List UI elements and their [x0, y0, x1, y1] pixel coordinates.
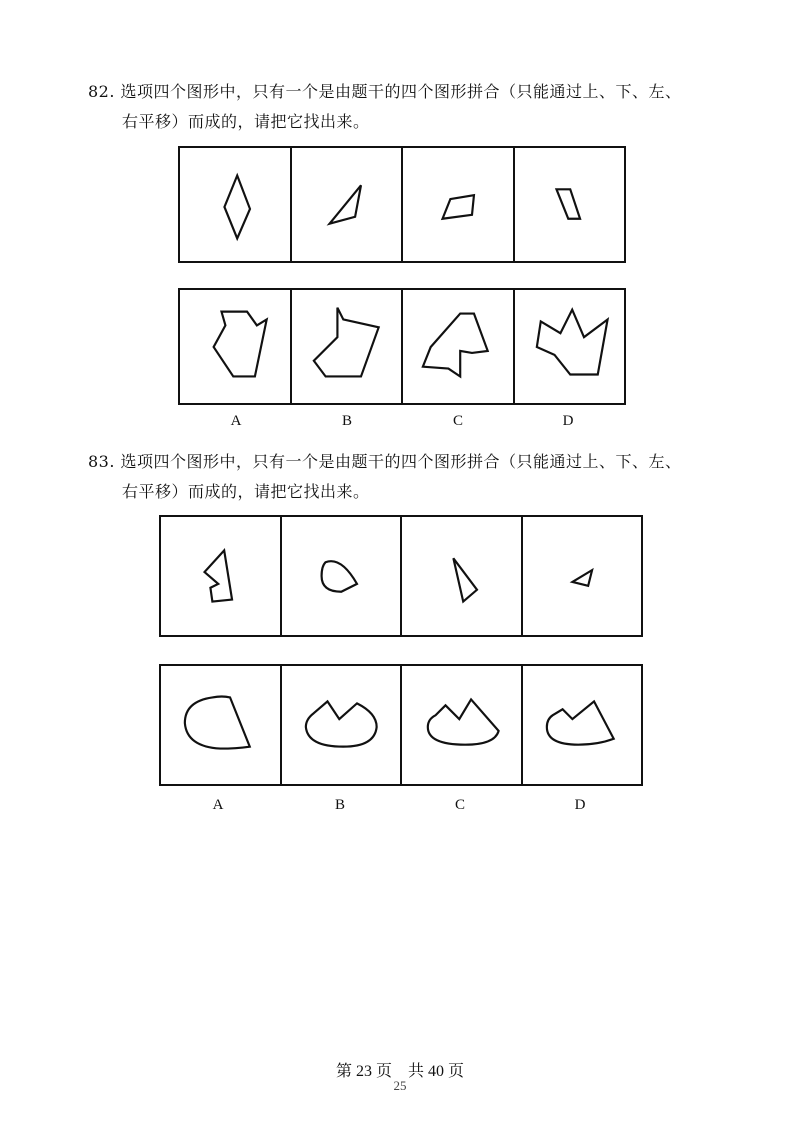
q83-option-label-c: C [454, 797, 465, 813]
q82-option-c-figure[interactable] [403, 290, 515, 403]
polygon-shape [214, 312, 267, 377]
triangle-shape [329, 185, 360, 223]
page-number: 25 [393, 1078, 407, 1093]
q82-stem-row [178, 146, 626, 263]
rhombus-shape [224, 176, 250, 239]
q82-option-label-a: A [230, 413, 242, 429]
q83-option-label-b: B [334, 797, 345, 813]
q83-option-label-a: A [212, 797, 224, 813]
q83-option-c-figure[interactable] [402, 666, 523, 784]
q82-option-b-figure[interactable] [292, 290, 404, 403]
irregular-shape [205, 550, 233, 601]
q83-option-d-figure[interactable] [523, 666, 642, 784]
q83-stem-figure-1 [161, 517, 282, 635]
notched-blob-shape [428, 699, 499, 744]
quadrilateral-shape [443, 195, 474, 219]
q83-stem-figure-3 [402, 517, 523, 635]
q82-stem-figure-3 [403, 148, 515, 261]
question-83-line1: 选项四个图形中，只有一个是由题干的四个图形拼合（只能通过上、下、左、 [120, 452, 682, 471]
q82-option-label-b: B [341, 413, 352, 429]
q83-stem-figure-4 [523, 517, 642, 635]
q83-option-label-d: D [574, 797, 586, 813]
q82-stem-figure-2 [292, 148, 404, 261]
question-82-text [88, 77, 728, 137]
q82-option-label-c: C [452, 413, 463, 429]
parallelogram-shape [556, 189, 580, 218]
polygon-shape [423, 314, 488, 377]
question-83-number: 83. [88, 452, 115, 471]
q82-option-a-figure[interactable] [180, 290, 292, 403]
q82-stem-figure-1 [180, 148, 292, 261]
question-82-line2: 右平移）而成的，请把它找出来。 [122, 112, 370, 131]
q83-option-a-figure[interactable] [161, 666, 282, 784]
sector-blob-shape [185, 696, 250, 748]
polygon-shape [313, 308, 378, 377]
q83-options-row [159, 664, 643, 786]
fan-shape [321, 561, 356, 592]
q82-stem-figure-4 [515, 148, 625, 261]
triangle-shape [453, 558, 477, 601]
q83-stem-figure-2 [282, 517, 403, 635]
q83-option-b-figure[interactable] [282, 666, 403, 784]
question-82-line1: 选项四个图形中，只有一个是由题干的四个图形拼合（只能通过上、下、左、 [120, 82, 682, 101]
question-83-line2: 右平移）而成的，请把它找出来。 [122, 482, 370, 501]
question-83-text [88, 447, 728, 507]
q82-options-row [178, 288, 626, 405]
q82-option-d-figure[interactable] [515, 290, 625, 403]
question-82-number: 82. [88, 82, 115, 101]
page-footer-info: 第 23 页 共 40 页 [335, 1063, 464, 1080]
q82-option-label-d: D [562, 413, 574, 429]
crown-shape [536, 310, 607, 375]
q83-stem-row [159, 515, 643, 637]
notched-ellipse-shape [305, 701, 376, 746]
small-triangle-shape [572, 570, 592, 586]
notched-blob-shape [546, 701, 613, 744]
